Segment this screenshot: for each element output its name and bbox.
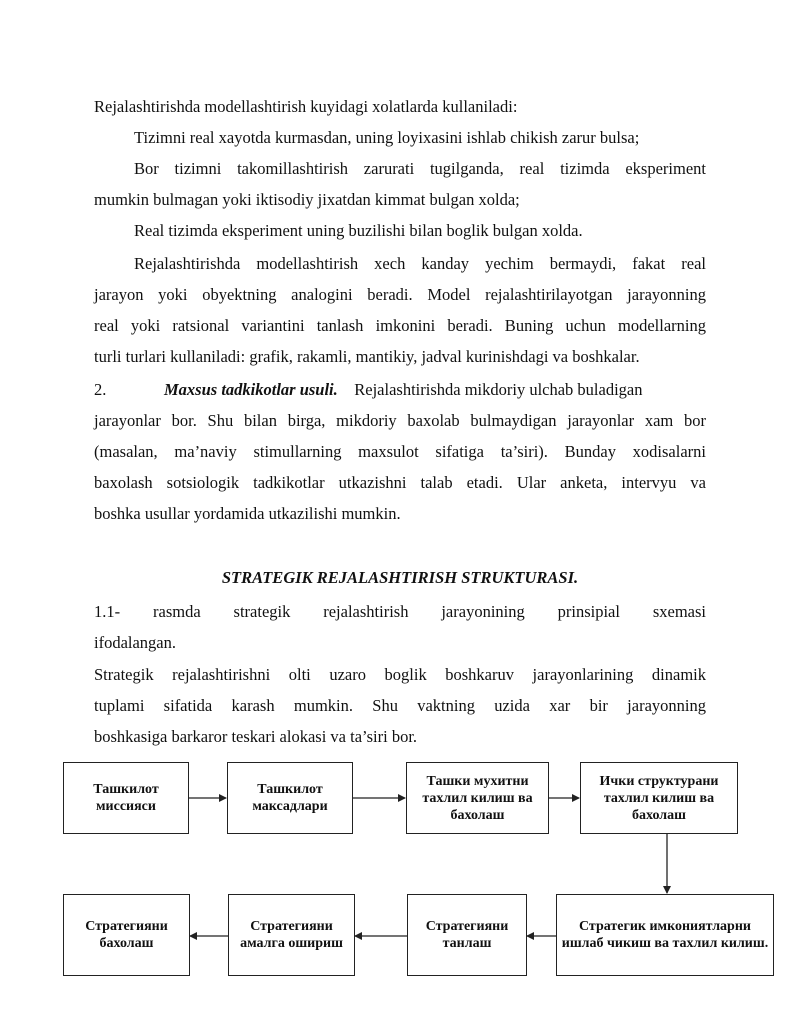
item-first-line-text: Rejalashtirishda mikdoriy ulchab buladigan [354, 380, 643, 399]
item-title: Maxsus tadkikotlar usuli. [164, 380, 338, 399]
item-2-line-5: boshka usullar yordamida utkazilishi mumkin. [94, 504, 401, 523]
item-2-line-4: baxolash sotsiologik tadkikotlar utkazishni talab etadi. Ular anketa, intervyu va [94, 473, 706, 492]
item-2-line-2: jarayonlar bor. Shu bilan birga, mikdoriy baxolab bulmaydigan jarayonlar xam bor [94, 411, 706, 430]
item-2-line-3: (masalan, ma’naviy stimullarning maxsulot sifatiga ta’siri). Bunday xodisalarni [94, 442, 706, 461]
paragraph-modelling-line-3: real yoki ratsional variantini tanlash imkonini beradi. Buning uchun modellarning [94, 316, 706, 335]
paragraph-modelling-line-1: Rejalashtirishda modellashtirish xech kanday yechim bermaydi, fakat real [134, 254, 706, 273]
process-paragraph-line-2: tuplami sifatida karash mumkin. Shu vaktning uzida xar bir jarayonning [94, 696, 706, 715]
paragraph-modelling-line-2: jarayon yoki obyektning analogini beradi. Model rejalashtirilayotgan jarayonning [94, 285, 706, 304]
paragraph-case-2-line-2: mumkin bulmagan yoki iktisodiy jixatdan kimmat bulgan xolda; [94, 190, 520, 209]
section-heading: STRATEGIK REJALASHTIRISH STRUKTURASI. [221, 568, 579, 587]
box-strategy-implementation: Стратегияни амалга ошириш [228, 894, 355, 976]
figure-ref-line-1: 1.1- rasmda strategik rejalashtirish jarayonining prinsipial sxemasi [94, 602, 706, 621]
process-paragraph-line-3: boshkasiga barkaror teskari alokasi va ta’siri bor. [94, 727, 418, 746]
box-strategy-evaluation: Стратегияни бахолаш [63, 894, 190, 976]
box-internal-analysis: Ички структурани тахлил килиш ва бахолаш [580, 762, 738, 834]
process-paragraph-line-1: Strategik rejalashtirishni olti uzaro boglik boshkaruv jarayonlarining dinamik [94, 665, 706, 684]
box-organization-goals: Ташкилот максадлари [227, 762, 353, 834]
paragraph-case-1: Tizimni real xayotda kurmasdan, uning loyixasini ishlab chikish zarur bulsa; [134, 128, 640, 147]
figure-ref-line-2: ifodalangan. [94, 633, 177, 652]
paragraph-case-2-line-1: Bor tizimni takomillashtirish zarurati tugilganda, real tizimda eksperiment [134, 159, 706, 178]
box-organization-mission: Ташкилот миссияси [63, 762, 189, 834]
item-number: 2. [94, 380, 107, 399]
box-strategy-choice: Стратегияни танлаш [407, 894, 527, 976]
paragraph-modelling-line-4: turli turlari kullaniladi: grafik, rakamli, mantikiy, jadval kurinishdagi va boshkalar. [94, 347, 640, 366]
box-external-analysis: Ташки мухитни тахлил килиш ва бахолаш [406, 762, 549, 834]
paragraph-intro: Rejalashtirishda modellashtirish kuyidagi xolatlarda kullaniladi: [94, 97, 518, 116]
paragraph-case-3: Real tizimda eksperiment uning buzilishi bilan boglik bulgan xolda. [134, 221, 583, 240]
box-strategic-opportunities: Стратегик имкониятларни ишлаб чикиш ва тахлил килиш. [556, 894, 774, 976]
